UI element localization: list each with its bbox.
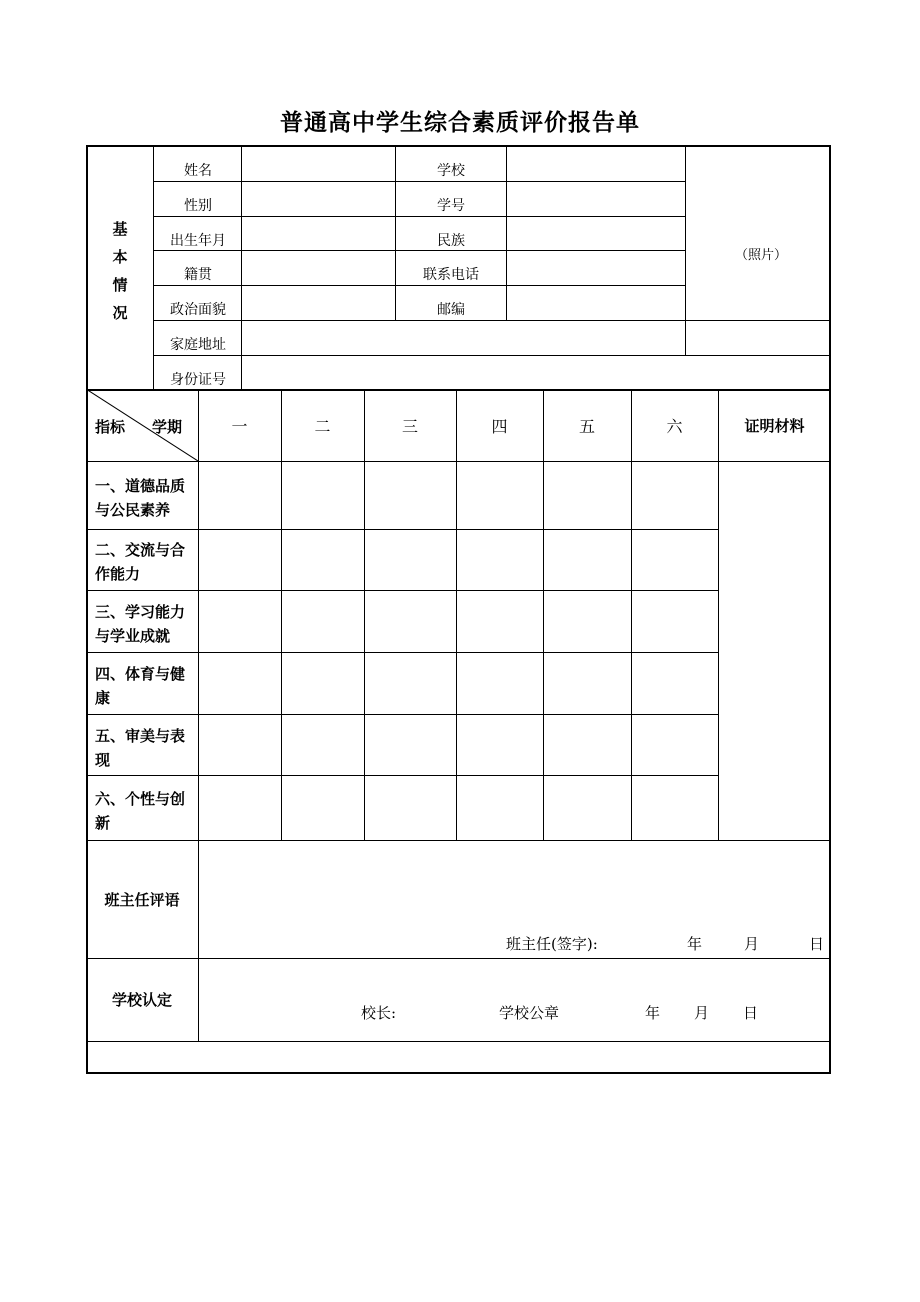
term-6-header: 六 [666,416,683,436]
evidence-header: 证明材料 [744,416,805,435]
term-5-header: 五 [578,416,595,436]
phone-label: 联系电话 [423,267,479,283]
school-label: 学校 [437,163,465,179]
indicator-1-label: 一、道德品质与公民素养 [95,477,186,519]
col-line [198,389,199,1041]
col-line [153,145,154,389]
row-line [86,652,718,653]
political-label: 政治面貌 [170,302,226,318]
school-month-label: 月 [694,1004,710,1022]
name-label: 姓名 [184,163,212,179]
id-label: 身份证号 [170,372,226,388]
term-1-header: 一 [231,416,248,436]
row-line [153,355,831,356]
row-line [86,529,718,530]
ethnicity-label: 民族 [437,233,465,249]
postcode-label: 邮编 [437,302,465,318]
teacher-comment-label: 班主任评语 [104,890,180,909]
col-line [685,145,686,355]
row-line [153,285,685,286]
teacher-month-label: 月 [744,935,760,953]
school-day-label: 日 [743,1004,759,1022]
school-seal-label: 学校公章 [499,1004,560,1022]
col-line [506,145,507,320]
col-line [395,145,396,320]
teacher-day-label: 日 [809,935,825,953]
row-line [153,181,685,182]
page-title: 普通高中学生综合素质评价报告单 [280,109,640,136]
row-line [153,250,685,251]
label-char: 情 [112,276,128,294]
col-line [241,145,242,389]
student-no-label: 学号 [437,198,465,214]
term-4-header: 四 [491,416,508,436]
label-char: 本 [112,248,128,266]
birth-label: 出生年月 [170,233,226,249]
label-char: 基 [112,220,128,238]
indicator-5-label: 五、审美与表现 [95,727,186,769]
label-char: 况 [112,304,128,322]
row-line [86,1041,831,1042]
indicator-header: 指标 [95,418,126,436]
address-label: 家庭地址 [170,337,226,353]
origin-label: 籍贯 [184,267,212,283]
term-2-header: 二 [314,416,331,436]
row-line [86,590,718,591]
indicator-2-label: 二、交流与合作能力 [95,541,186,583]
basic-section-label [106,215,134,327]
row-line [86,775,718,776]
principal-label: 校长: [361,1004,397,1022]
term-header: 学期 [152,418,183,436]
term-3-header: 三 [401,416,418,436]
teacher-year-label: 年 [687,935,703,953]
indicator-3-label: 三、学习能力与学业成就 [95,603,186,645]
gender-label: 性别 [184,198,212,214]
teacher-sign-label: 班主任(签字): [506,935,598,953]
indicator-6-label: 六、个性与创新 [95,790,186,832]
school-cert-label: 学校认定 [111,991,172,1009]
row-line [153,320,831,321]
row-line [86,714,718,715]
school-year-label: 年 [645,1004,661,1022]
photo-placeholder: （照片） [735,248,788,263]
indicator-4-label: 四、体育与健康 [95,665,186,707]
row-line [153,216,685,217]
